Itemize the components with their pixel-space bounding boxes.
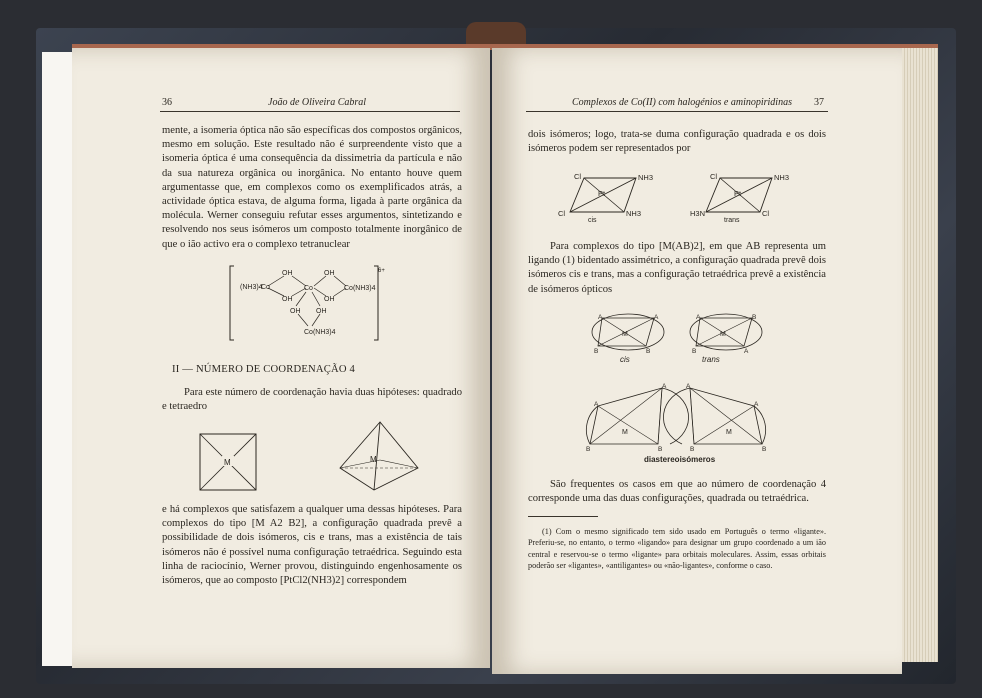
right-paragraph-2: Para complexos do tipo [M(AB)2], em que AB representa um ligando (1) bidentado assimétrico, a configuração quadrada prevê dois isómeros cis e trans, mas a configuração tetraédrica prevê a existência de isómeros ópticos xyxy=(528,241,826,295)
right-header-rule xyxy=(526,111,828,112)
co-left-label: Co xyxy=(261,284,270,291)
cis-caption: cis xyxy=(588,217,597,224)
tetranuclear-complex-diagram xyxy=(228,264,398,344)
trans-bl-label: H3N xyxy=(690,209,706,218)
dia-b4: B xyxy=(762,446,767,453)
diastereoisomers-caption: diastereoisómeros xyxy=(644,455,716,464)
cis-tl-label: Cl xyxy=(574,172,582,181)
cis-center-label: Pt xyxy=(598,189,606,198)
co-center-label: Co xyxy=(304,285,313,292)
left-running-head: João de Oliveira Cabral xyxy=(268,97,367,108)
co-right-label: Co(NH3)4 xyxy=(344,285,376,292)
right-running-head: Complexos de Co(II) com halogénios e aminopiridinas xyxy=(572,97,792,108)
dia-m2: M xyxy=(726,429,732,436)
ab-trans-caption: trans xyxy=(702,355,720,364)
trans-tl-label: Cl xyxy=(710,172,718,181)
left-paragraph-2: Para este número de coordenação havia duas hipóteses: quadrado e tetraedro xyxy=(162,387,462,413)
co-bottom-label: Co(NH3)4 xyxy=(304,329,336,336)
left-paragraph-1: mente, a isomeria óptica não são específicas dos compostos orgânicos, mesmo em solução. Este resultado não é surpreendente visto que a isomeria óptica é uma consequência da dissimetria da partícula e não da sua natureza orgânica ou inorgânica. No entanto houve quem argumentasse que, em complexos como os exemplificados atrás, a actividade óptica estava, de alguma forma, ligada à parte orgânica da molécula. Werner conseguiu refutar esses argumentos, sintetizando e resolvendo nos seus isómeros um composto totalmente inorgânico de que o ião activo era o complexo tetranuclear xyxy=(162,125,462,250)
ab-cis-a1: A xyxy=(598,314,603,321)
ab-cis-a2: A xyxy=(654,314,659,321)
cis-bl-label: Cl xyxy=(558,209,566,218)
trans-caption: trans xyxy=(724,217,740,224)
dia-b1: B xyxy=(586,446,591,453)
footnote-rule xyxy=(528,516,598,517)
trans-br-label: Cl xyxy=(762,209,770,218)
dia-b2: B xyxy=(658,446,663,453)
section-heading: II — NÚMERO DE COORDENAÇÃO 4 xyxy=(172,364,356,375)
dia-a4: A xyxy=(754,401,759,408)
nh3-left-label: (NH3)4 xyxy=(240,284,263,291)
cis-tr-label: NH3 xyxy=(638,173,654,182)
diastereoisomers-diagram xyxy=(578,380,778,454)
tetrahedral-diagram xyxy=(336,420,424,496)
charge-label: 6+ xyxy=(378,268,385,274)
square-m-label: M xyxy=(224,458,231,467)
oh-ml-label: OH xyxy=(282,296,293,303)
dia-a2: A xyxy=(662,383,667,390)
left-page-edges xyxy=(42,52,72,666)
trans-center-label: Pt xyxy=(734,189,742,198)
oh-tr-label: OH xyxy=(324,270,335,277)
oh-bl-label: OH xyxy=(290,308,301,315)
dia-a1: A xyxy=(594,401,599,408)
right-paragraph-3: São frequentes os casos em que ao número de coordenação 4 corresponde uma das duas configurações, quadrada ou tetraédrica. xyxy=(528,479,826,505)
oh-mr-label: OH xyxy=(324,296,335,303)
right-page-edges xyxy=(902,48,938,662)
ab-cis-diagram xyxy=(588,310,668,356)
ab-trans-b1: B xyxy=(692,348,697,355)
ab-trans-b2: A xyxy=(744,348,749,355)
right-paragraph-1: dois isómeros; logo, trata-se duma configuração quadrada e os dois isómeros podem ser representados por xyxy=(528,129,826,155)
left-paragraph-3: e há complexos que satisfazem a qualquer uma dessas hipóteses. Para complexos do tipo [M A2 B2], a configuração quadrada prevê a possibilidade de dois isómeros, cis e trans, mas a existência de tais isómeros não é possível numa configuração tetraédrica. Seguindo esta linha de raciocínio, Werner provou, distinguindo engenhosamente os isómeros, que ao composto [PtCl2(NH3)2] correspondem xyxy=(162,504,462,587)
ab-trans-a1: A xyxy=(696,314,701,321)
dia-a3: A xyxy=(686,383,691,390)
tetra-m-label: M xyxy=(370,455,377,464)
trans-pt-structure xyxy=(690,170,800,226)
oh-tl-label: OH xyxy=(282,270,293,277)
dia-m: M xyxy=(622,429,628,436)
ab-trans-m: M xyxy=(720,331,726,338)
square-planar-diagram xyxy=(198,432,260,494)
footnote: (1) Com o mesmo significado tem sido usado em Português o termo «ligante». Preferiu-se, no entanto, o termo «ligando» para designar um grupo coordenado a um ião central e reservou-se o termo «ligante» para orbitais moleculares. Assim, essas orbitais poderão ser «ligantes», «antiligantes» ou «não-ligantes», conforme o caso. xyxy=(528,527,826,571)
ab-cis-caption: cis xyxy=(620,355,630,364)
cis-br-label: NH3 xyxy=(626,209,642,218)
cis-pt-structure xyxy=(556,170,666,226)
ab-cis-m: M xyxy=(622,331,628,338)
ab-cis-b2: B xyxy=(646,348,651,355)
trans-tr-label: NH3 xyxy=(774,173,790,182)
left-header-rule xyxy=(160,111,460,112)
oh-br-label: OH xyxy=(316,308,327,315)
dia-b3: B xyxy=(690,446,695,453)
ab-trans-a2: B xyxy=(752,314,757,321)
ab-cis-b1: B xyxy=(594,348,599,355)
left-page-number: 36 xyxy=(162,97,172,108)
ab-trans-diagram xyxy=(686,310,766,356)
right-page-number: 37 xyxy=(814,97,824,108)
book-spine xyxy=(466,22,526,44)
